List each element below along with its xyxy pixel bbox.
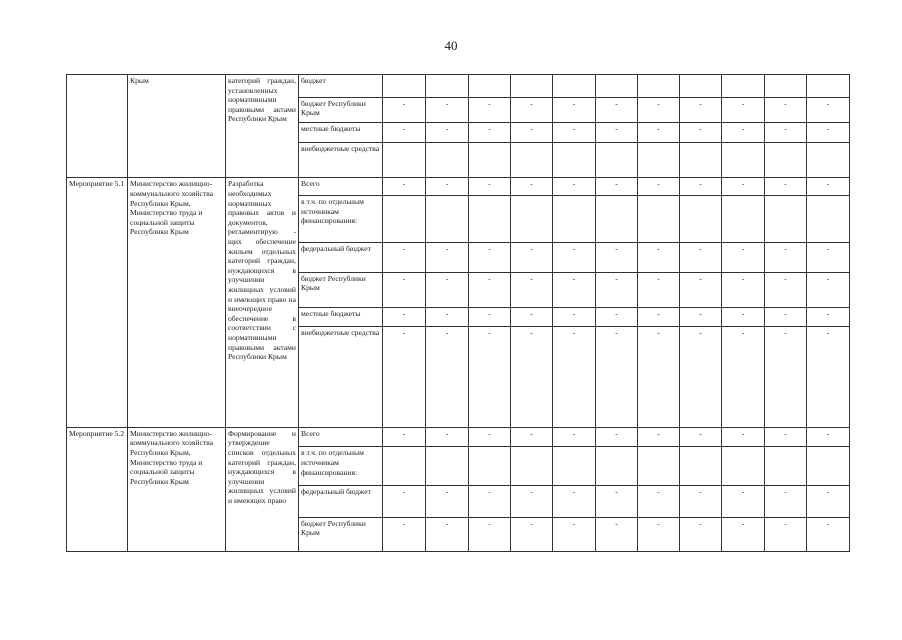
value-cell bbox=[511, 143, 553, 178]
value-cell: - bbox=[680, 427, 722, 447]
value-cell: - bbox=[722, 272, 765, 307]
value-cell: - bbox=[680, 307, 722, 327]
value-cell: - bbox=[383, 427, 426, 447]
value-cell: - bbox=[383, 178, 426, 196]
value-cell: - bbox=[807, 327, 850, 427]
value-cell: - bbox=[553, 272, 596, 307]
value-cell: - bbox=[511, 97, 553, 122]
value-cell: - bbox=[596, 242, 638, 272]
value-cell bbox=[383, 196, 426, 243]
value-cell: - bbox=[596, 485, 638, 517]
funding-source-cell: внебюджетные средства bbox=[299, 327, 383, 427]
value-cell bbox=[722, 447, 765, 485]
value-cell: - bbox=[722, 97, 765, 122]
value-cell: - bbox=[722, 178, 765, 196]
value-cell: - bbox=[511, 122, 553, 143]
value-cell: - bbox=[426, 485, 469, 517]
value-cell bbox=[765, 196, 807, 243]
value-cell: - bbox=[638, 517, 680, 551]
value-cell bbox=[511, 447, 553, 485]
value-cell: - bbox=[511, 327, 553, 427]
value-cell: - bbox=[807, 307, 850, 327]
value-cell: - bbox=[722, 517, 765, 551]
value-cell: - bbox=[807, 485, 850, 517]
value-cell bbox=[553, 196, 596, 243]
value-cell bbox=[638, 196, 680, 243]
event-cell: Мероприятие 5.2 bbox=[67, 427, 128, 551]
value-cell: - bbox=[511, 485, 553, 517]
value-cell: - bbox=[807, 178, 850, 196]
value-cell: - bbox=[765, 272, 807, 307]
value-cell bbox=[680, 196, 722, 243]
value-cell bbox=[426, 196, 469, 243]
value-cell: - bbox=[596, 178, 638, 196]
value-cell: - bbox=[469, 242, 511, 272]
value-cell: - bbox=[469, 97, 511, 122]
value-cell: - bbox=[596, 272, 638, 307]
value-cell bbox=[807, 196, 850, 243]
value-cell bbox=[383, 447, 426, 485]
value-cell bbox=[383, 143, 426, 178]
value-cell: - bbox=[680, 97, 722, 122]
table-row bbox=[67, 427, 850, 447]
value-cell bbox=[765, 447, 807, 485]
value-cell: - bbox=[553, 517, 596, 551]
value-cell: - bbox=[765, 485, 807, 517]
value-cell: - bbox=[638, 122, 680, 143]
value-cell: - bbox=[469, 122, 511, 143]
value-cell: - bbox=[596, 97, 638, 122]
value-cell: - bbox=[383, 307, 426, 327]
value-cell: - bbox=[596, 307, 638, 327]
value-cell: - bbox=[680, 517, 722, 551]
funding-source-cell: бюджет bbox=[299, 75, 383, 98]
value-cell bbox=[807, 447, 850, 485]
description-cell: Разработка необходимых нормативных правовых актов и документов, регламентирую - щих обеспечение жильем отдельных категорий граждан, нуждающихся в улучшении жилищных условий и имеющих право на внеочередное обеспечение в соответствии с нормативными правовыми актами Республики Крым bbox=[226, 178, 299, 427]
value-cell: - bbox=[469, 327, 511, 427]
financing-table bbox=[66, 74, 850, 552]
value-cell: - bbox=[638, 307, 680, 327]
table-row bbox=[67, 178, 850, 196]
funding-source-cell: Всего bbox=[299, 178, 383, 196]
value-cell: - bbox=[722, 427, 765, 447]
value-cell: - bbox=[596, 327, 638, 427]
value-cell: - bbox=[638, 178, 680, 196]
funding-source-cell: внебюджетные средства bbox=[299, 143, 383, 178]
value-cell: - bbox=[553, 327, 596, 427]
event-cell: Мероприятие 5.1 bbox=[67, 178, 128, 427]
value-cell bbox=[596, 196, 638, 243]
value-cell bbox=[722, 143, 765, 178]
value-cell: - bbox=[383, 517, 426, 551]
value-cell: - bbox=[426, 427, 469, 447]
value-cell bbox=[596, 75, 638, 98]
value-cell: - bbox=[469, 427, 511, 447]
value-cell: - bbox=[383, 97, 426, 122]
value-cell: - bbox=[511, 242, 553, 272]
value-cell: - bbox=[511, 272, 553, 307]
value-cell: - bbox=[511, 178, 553, 196]
value-cell: - bbox=[553, 485, 596, 517]
value-cell: - bbox=[383, 122, 426, 143]
value-cell: - bbox=[426, 242, 469, 272]
value-cell: - bbox=[426, 327, 469, 427]
funding-source-cell: в т.ч. по отдельным источникам финансирования: bbox=[299, 447, 383, 485]
value-cell: - bbox=[722, 307, 765, 327]
funding-source-cell: в т.ч. по отдельным источникам финансирования: bbox=[299, 196, 383, 243]
executor-cell: Крым bbox=[128, 75, 226, 178]
value-cell: - bbox=[511, 307, 553, 327]
value-cell: - bbox=[383, 242, 426, 272]
value-cell: - bbox=[469, 272, 511, 307]
value-cell: - bbox=[553, 307, 596, 327]
value-cell: - bbox=[553, 178, 596, 196]
value-cell: - bbox=[638, 327, 680, 427]
event-cell bbox=[67, 75, 128, 178]
value-cell bbox=[511, 196, 553, 243]
description-cell: категорий граждан, установленных нормативными правовыми актами Республики Крым bbox=[226, 75, 299, 178]
value-cell: - bbox=[596, 427, 638, 447]
value-cell: - bbox=[426, 272, 469, 307]
value-cell bbox=[469, 75, 511, 98]
value-cell: - bbox=[383, 327, 426, 427]
value-cell: - bbox=[383, 485, 426, 517]
funding-source-cell: местные бюджеты bbox=[299, 307, 383, 327]
value-cell: - bbox=[638, 272, 680, 307]
value-cell: - bbox=[553, 427, 596, 447]
page-number: 40 bbox=[444, 38, 458, 53]
value-cell: - bbox=[807, 242, 850, 272]
value-cell: - bbox=[680, 178, 722, 196]
funding-source-cell: бюджет Республики Крым bbox=[299, 272, 383, 307]
value-cell bbox=[553, 75, 596, 98]
funding-source-cell: федеральный бюджет bbox=[299, 485, 383, 517]
value-cell: - bbox=[722, 122, 765, 143]
value-cell: - bbox=[469, 485, 511, 517]
value-cell bbox=[765, 75, 807, 98]
value-cell: - bbox=[765, 122, 807, 143]
value-cell bbox=[680, 143, 722, 178]
value-cell: - bbox=[765, 97, 807, 122]
funding-source-cell: местные бюджеты bbox=[299, 122, 383, 143]
funding-source-cell: бюджет Республики Крым bbox=[299, 517, 383, 551]
table-row bbox=[67, 75, 850, 98]
value-cell: - bbox=[765, 242, 807, 272]
value-cell: - bbox=[596, 517, 638, 551]
description-cell: Формирование и утверждение списков отдельных категорий граждан, нуждающихся в улучшении жилищных условий и имеющих право bbox=[226, 427, 299, 551]
value-cell: - bbox=[722, 242, 765, 272]
value-cell: - bbox=[807, 97, 850, 122]
value-cell bbox=[596, 143, 638, 178]
value-cell: - bbox=[638, 485, 680, 517]
value-cell bbox=[426, 75, 469, 98]
value-cell: - bbox=[765, 327, 807, 427]
value-cell: - bbox=[807, 272, 850, 307]
value-cell: - bbox=[680, 327, 722, 427]
value-cell: - bbox=[807, 517, 850, 551]
value-cell bbox=[553, 447, 596, 485]
value-cell: - bbox=[638, 242, 680, 272]
value-cell: - bbox=[426, 122, 469, 143]
value-cell: - bbox=[511, 427, 553, 447]
value-cell bbox=[469, 143, 511, 178]
value-cell: - bbox=[765, 427, 807, 447]
value-cell bbox=[680, 447, 722, 485]
value-cell: - bbox=[807, 122, 850, 143]
value-cell: - bbox=[765, 307, 807, 327]
value-cell: - bbox=[680, 122, 722, 143]
value-cell: - bbox=[765, 178, 807, 196]
value-cell: - bbox=[426, 178, 469, 196]
value-cell: - bbox=[469, 178, 511, 196]
value-cell: - bbox=[680, 242, 722, 272]
value-cell bbox=[638, 143, 680, 178]
value-cell: - bbox=[807, 427, 850, 447]
value-cell: - bbox=[426, 307, 469, 327]
value-cell: - bbox=[426, 97, 469, 122]
value-cell: - bbox=[469, 307, 511, 327]
value-cell: - bbox=[383, 272, 426, 307]
value-cell bbox=[722, 75, 765, 98]
value-cell bbox=[553, 143, 596, 178]
value-cell: - bbox=[426, 517, 469, 551]
value-cell bbox=[469, 447, 511, 485]
value-cell: - bbox=[553, 242, 596, 272]
value-cell bbox=[807, 75, 850, 98]
value-cell bbox=[469, 196, 511, 243]
value-cell bbox=[765, 143, 807, 178]
value-cell: - bbox=[553, 122, 596, 143]
funding-source-cell: Всего bbox=[299, 427, 383, 447]
value-cell: - bbox=[511, 517, 553, 551]
value-cell: - bbox=[469, 517, 511, 551]
value-cell: - bbox=[553, 97, 596, 122]
funding-source-cell: бюджет Республики Крым bbox=[299, 97, 383, 122]
value-cell bbox=[807, 143, 850, 178]
value-cell: - bbox=[722, 485, 765, 517]
value-cell bbox=[426, 143, 469, 178]
value-cell bbox=[722, 196, 765, 243]
value-cell: - bbox=[680, 272, 722, 307]
value-cell bbox=[383, 75, 426, 98]
value-cell: - bbox=[596, 122, 638, 143]
value-cell: - bbox=[722, 327, 765, 427]
value-cell bbox=[426, 447, 469, 485]
value-cell: - bbox=[638, 97, 680, 122]
funding-source-cell: федеральный бюджет bbox=[299, 242, 383, 272]
value-cell bbox=[638, 447, 680, 485]
value-cell bbox=[638, 75, 680, 98]
value-cell bbox=[511, 75, 553, 98]
executor-cell: Министерство жилищно-коммунального хозяйства Республики Крым, Министерство труда и социальной защиты Республики Крым bbox=[128, 427, 226, 551]
value-cell bbox=[596, 447, 638, 485]
executor-cell: Министерство жилищно-коммунального хозяйства Республики Крым, Министерство труда и социальной защиты Республики Крым bbox=[128, 178, 226, 427]
value-cell: - bbox=[680, 485, 722, 517]
value-cell bbox=[680, 75, 722, 98]
value-cell: - bbox=[765, 517, 807, 551]
value-cell: - bbox=[638, 427, 680, 447]
